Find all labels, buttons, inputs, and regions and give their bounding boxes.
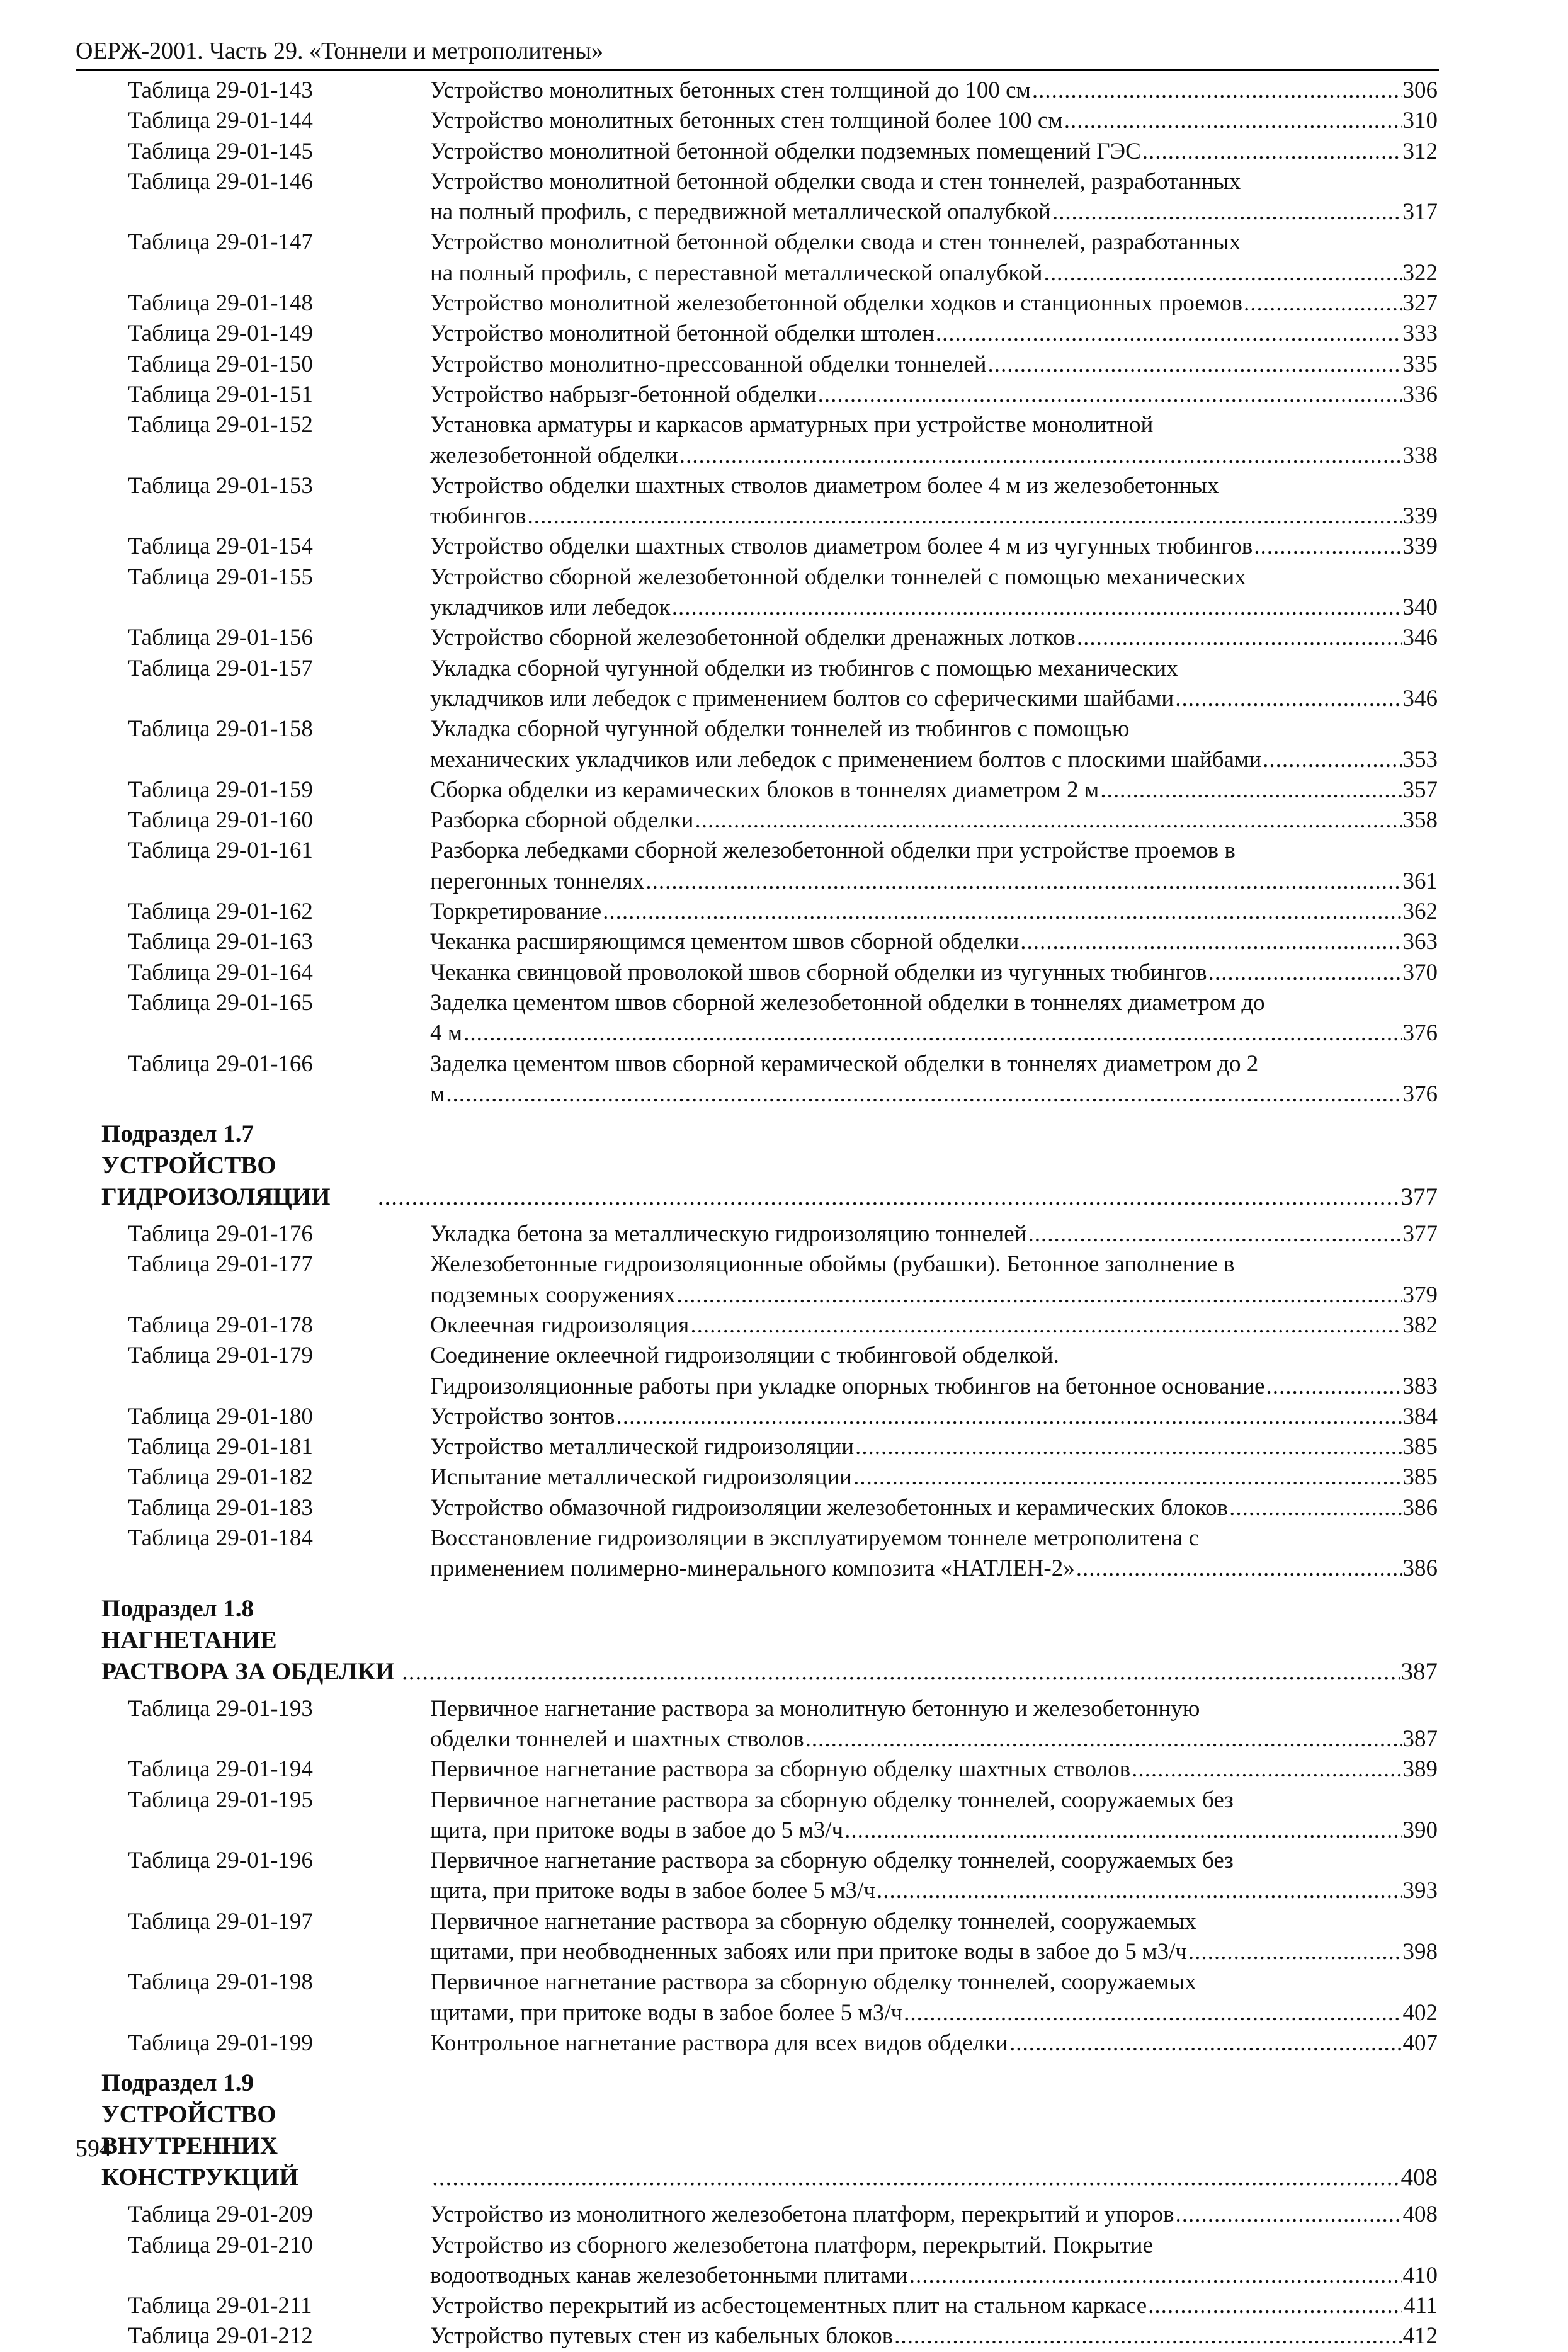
title-line: Устройство обделки шахтных стволов диаметром более 4 м из железобетонных (430, 472, 1219, 499)
page-ref: 382 (1402, 1312, 1438, 1338)
entry-title (430, 988, 1438, 1049)
entry-title (430, 927, 1438, 957)
dot-leader (672, 593, 1402, 623)
title-line: Укладка сборной чугунной обделки тоннелей из тюбингов с помощью (430, 716, 1130, 742)
toc-entry[interactable] (128, 714, 1438, 775)
page-ref: 317 (1402, 199, 1438, 225)
entry-title (430, 167, 1438, 228)
page-ref: 338 (1402, 442, 1438, 469)
toc-entry[interactable] (128, 1754, 1438, 1785)
entry-title (430, 76, 1438, 106)
entry-title (430, 2291, 1438, 2321)
toc-entry[interactable] (128, 1907, 1438, 1968)
toc-entry[interactable] (128, 1432, 1438, 1462)
table-code: Таблица 29-01-183 (128, 1494, 313, 1521)
page-ref: 370 (1402, 959, 1438, 986)
title-line: на полный профиль, с переставной металлической опалубкой (430, 259, 1043, 286)
title-line: укладчиков или лебедок (430, 594, 671, 621)
title-line: Чеканка свинцовой проволокой швов сборной обделки из чугунных тюбингов (430, 959, 1207, 986)
title-line: щитами, при необводненных забоях или при притоке воды в забое до 5 м3/ч (430, 1939, 1187, 1965)
dot-leader (1188, 1937, 1402, 1967)
dot-leader (1052, 197, 1402, 227)
title-line: Устройство набрызг-бетонной обделки (430, 381, 817, 407)
section-title: Подраздел 1.7 УСТРОЙСТВО ГИДРОИЗОЛЯЦИИ (101, 1120, 331, 1211)
table-code: Таблица 29-01-166 (128, 1050, 313, 1077)
page-ref: 312 (1402, 138, 1438, 164)
section-page-ref: 408 (1400, 2164, 1438, 2191)
section-page-ref: 387 (1400, 1657, 1438, 1685)
toc-entry[interactable] (128, 106, 1438, 136)
dot-leader (690, 1310, 1401, 1341)
table-code: Таблица 29-01-153 (128, 472, 313, 499)
entry-title (430, 562, 1438, 623)
title-line: Устройство монолитной бетонной обделки штолен (430, 321, 935, 347)
toc-entry[interactable] (128, 76, 1438, 106)
table-code: Таблица 29-01-180 (128, 1403, 313, 1429)
page-ref: 412 (1402, 2323, 1438, 2349)
toc-entry[interactable] (128, 288, 1438, 319)
toc-entry[interactable] (128, 1785, 1438, 1846)
toc-entry[interactable] (128, 227, 1438, 288)
dot-leader (463, 1018, 1401, 1048)
title-line: щита, при притоке воды в забое до 5 м3/ч (430, 1817, 844, 1843)
entry-title (430, 2200, 1438, 2230)
table-code: Таблица 29-01-150 (128, 351, 313, 377)
table-code: Таблица 29-01-197 (128, 1908, 313, 1934)
table-code: Таблица 29-01-194 (128, 1756, 313, 1783)
entry-title (430, 1310, 1438, 1341)
table-code: Таблица 29-01-156 (128, 625, 313, 651)
title-line: Установка арматуры и каркасов арматурных при устройстве монолитной (430, 412, 1154, 438)
toc-entry[interactable] (128, 137, 1438, 167)
entry-title (430, 227, 1438, 288)
title-line: железобетонной обделки (430, 442, 678, 469)
dot-leader (844, 1815, 1401, 1846)
title-line: Устройство перекрытий из асбестоцементных плит на стальном каркасе (430, 2293, 1147, 2319)
toc-section-heading[interactable] (101, 1118, 1438, 1213)
title-line: Железобетонные гидроизоляционные обоймы (рубашки). Бетонное заполнение в (430, 1251, 1235, 1278)
title-line: Первичное нагнетание раствора за сборную обделку тоннелей, сооружаемых без (430, 1848, 1234, 1874)
dot-leader (877, 1876, 1402, 1906)
dot-leader (446, 1079, 1401, 1110)
table-code: Таблица 29-01-182 (128, 1464, 313, 1491)
dot-leader (1077, 623, 1402, 653)
page-ref: 327 (1402, 290, 1438, 317)
page-ref: 398 (1402, 1939, 1438, 1965)
toc-entry[interactable] (128, 958, 1438, 988)
entry-title (430, 1219, 1438, 1249)
title-line: Устройство металлической гидроизоляции (430, 1434, 855, 1460)
toc-entry[interactable] (128, 1967, 1438, 2028)
dot-leader (1229, 1493, 1401, 1523)
title-line: Устройство из сборного железобетона платформ, перекрытий. Покрытие (430, 2232, 1153, 2258)
dot-leader (855, 1432, 1401, 1462)
toc-entry[interactable] (128, 654, 1438, 715)
dot-leader (805, 1724, 1402, 1754)
toc-entry[interactable] (128, 2230, 1438, 2292)
dot-leader (936, 319, 1402, 349)
table-code: Таблица 29-01-199 (128, 2030, 313, 2056)
table-code: Таблица 29-01-155 (128, 564, 313, 590)
page-ref: 393 (1402, 1878, 1438, 1904)
page-ref: 402 (1402, 1999, 1438, 2026)
page-ref: 336 (1402, 381, 1438, 407)
toc-entry[interactable] (128, 1341, 1438, 1402)
dot-leader (695, 805, 1401, 836)
dot-leader (1142, 137, 1402, 167)
title-line: Устройство сборной железобетонной обделки тоннелей с помощью механических (430, 564, 1246, 590)
page-ref: 339 (1402, 503, 1438, 530)
dot-leader (603, 897, 1401, 927)
toc-entry[interactable] (128, 988, 1438, 1049)
table-code: Таблица 29-01-198 (128, 1969, 313, 1996)
entry-title (430, 1785, 1438, 1846)
title-line: Устройство из монолитного железобетона платформ, перекрытий и упоров (430, 2201, 1174, 2228)
page-ref: 386 (1402, 1555, 1438, 1582)
table-code: Таблица 29-01-146 (128, 168, 313, 195)
table-code: Таблица 29-01-193 (128, 1695, 313, 1722)
page-ref: 410 (1402, 2262, 1438, 2288)
entry-title (430, 1754, 1438, 1785)
toc-entry[interactable] (128, 380, 1438, 410)
title-line: Заделка цементом швов сборной керамической обделки в тоннелях диаметром до 2 (430, 1050, 1259, 1077)
table-code: Таблица 29-01-212 (128, 2323, 313, 2349)
table-code: Таблица 29-01-145 (128, 138, 313, 164)
table-code: Таблица 29-01-209 (128, 2201, 313, 2228)
table-code: Таблица 29-01-184 (128, 1525, 313, 1552)
dot-leader (1064, 106, 1402, 136)
title-line: обделки тоннелей и шахтных стволов (430, 1725, 804, 1752)
table-code: Таблица 29-01-148 (128, 290, 313, 317)
title-line: тюбингов (430, 503, 526, 530)
table-code: Таблица 29-01-143 (128, 77, 313, 103)
dot-leader (1009, 2028, 1402, 2059)
dot-leader (378, 1181, 1400, 1213)
table-code: Таблица 29-01-144 (128, 108, 313, 134)
toc-entry[interactable] (128, 927, 1438, 957)
toc-section-heading[interactable] (101, 2067, 1438, 2193)
title-line: водоотводных канав железобетонными плитами (430, 2262, 908, 2288)
dot-leader (1044, 258, 1402, 288)
page-ref: 310 (1402, 108, 1438, 134)
title-line: Первичное нагнетание раствора за сборную обделку тоннелей, сооружаемых (430, 1908, 1196, 1934)
title-line: Гидроизоляционные работы при укладке опорных тюбингов на бетонное основание (430, 1373, 1265, 1399)
page-ref: 411 (1403, 2293, 1438, 2319)
title-line: Устройство обделки шахтных стволов диаметром более 4 м из чугунных тюбингов (430, 533, 1253, 560)
entry-title (430, 623, 1438, 653)
entry-title (430, 1341, 1438, 1402)
title-line: Контрольное нагнетание раствора для всех видов обделки (430, 2030, 1008, 2056)
title-line: Устройство монолитной бетонной обделки подземных помещений ГЭС (430, 138, 1141, 164)
dot-leader (1028, 1219, 1401, 1249)
title-line: Первичное нагнетание раствора за сборную обделку шахтных стволов (430, 1756, 1131, 1783)
title-line: Сборка обделки из керамических блоков в тоннелях диаметром 2 м (430, 776, 1099, 803)
table-code: Таблица 29-01-147 (128, 229, 313, 256)
title-line: 4 м (430, 1020, 463, 1047)
dot-leader (909, 2261, 1402, 2291)
dot-leader (1175, 684, 1401, 714)
entry-title (430, 288, 1438, 319)
table-code: Таблица 29-01-179 (128, 1343, 313, 1369)
dot-leader (432, 2162, 1399, 2193)
toc-entry[interactable] (128, 2200, 1438, 2230)
dot-leader (1076, 1554, 1402, 1584)
entry-title (430, 714, 1438, 775)
dot-leader (1132, 1754, 1401, 1785)
toc-entry[interactable] (128, 1846, 1438, 1907)
toc-entry[interactable] (128, 897, 1438, 927)
entry-title (430, 1523, 1438, 1584)
table-code: Таблица 29-01-195 (128, 1787, 313, 1813)
page-ref: 376 (1402, 1020, 1438, 1047)
table-code: Таблица 29-01-160 (128, 807, 313, 834)
page-number: 594 (76, 2135, 111, 2162)
title-line: Испытание металлической гидроизоляции (430, 1464, 852, 1491)
entry-title (430, 1907, 1438, 1968)
page-ref: 358 (1402, 807, 1438, 834)
dot-leader (988, 349, 1402, 380)
entry-title (430, 1432, 1438, 1462)
table-code: Таблица 29-01-162 (128, 899, 313, 925)
toc-entry[interactable] (128, 775, 1438, 805)
title-line: Устройство зонтов (430, 1403, 615, 1429)
entry-title (430, 805, 1438, 836)
page-ref: 340 (1402, 594, 1438, 621)
toc-entry[interactable] (128, 1402, 1438, 1432)
dot-leader (1254, 531, 1401, 562)
entry-title (430, 531, 1438, 562)
toc-entry[interactable] (128, 2028, 1438, 2059)
dot-leader (1032, 76, 1402, 106)
toc-entry[interactable] (128, 1049, 1438, 1110)
title-line: Устройство монолитно-прессованной обделки тоннелей (430, 351, 987, 377)
dot-leader (904, 1998, 1401, 2028)
table-code: Таблица 29-01-149 (128, 321, 313, 347)
dot-leader (1100, 775, 1401, 805)
page-ref: 387 (1402, 1725, 1438, 1752)
page-ref: 346 (1402, 685, 1438, 712)
table-code: Таблица 29-01-151 (128, 381, 313, 407)
page-ref: 361 (1402, 868, 1438, 894)
title-line: Укладка бетона за металлическую гидроизоляцию тоннелей (430, 1221, 1027, 1247)
table-code: Таблица 29-01-176 (128, 1221, 313, 1247)
page-ref: 389 (1402, 1756, 1438, 1783)
title-line: Устройство монолитной бетонной обделки свода и стен тоннелей, разработанных (430, 229, 1241, 256)
running-header: ОЕРЖ-2001. Часть 29. «Тоннели и метрополитены» (76, 37, 1439, 71)
title-line: перегонных тоннелях (430, 868, 645, 894)
entry-title (430, 1462, 1438, 1492)
page-ref: 386 (1402, 1494, 1438, 1521)
entry-title (430, 471, 1438, 532)
entry-title (430, 1967, 1438, 2028)
page-ref: 346 (1402, 625, 1438, 651)
page-ref: 306 (1402, 77, 1438, 103)
page-ref: 339 (1402, 533, 1438, 560)
table-code: Таблица 29-01-163 (128, 929, 313, 955)
title-line: Восстановление гидроизоляции в эксплуатируемом тоннеле метрополитена с (430, 1525, 1200, 1552)
dot-leader (818, 380, 1402, 410)
toc-entry[interactable] (128, 1462, 1438, 1492)
entry-title (430, 2028, 1438, 2059)
entry-title (430, 836, 1438, 897)
table-code: Таблица 29-01-196 (128, 1848, 313, 1874)
entry-title (430, 775, 1438, 805)
page-ref: 385 (1402, 1464, 1438, 1491)
entry-title (430, 1402, 1438, 1432)
toc-entry[interactable] (128, 2321, 1438, 2351)
toc-entry[interactable] (128, 349, 1438, 380)
table-code: Таблица 29-01-164 (128, 959, 313, 986)
table-code: Таблица 29-01-211 (128, 2293, 312, 2319)
title-line: Первичное нагнетание раствора за монолитную бетонную и железобетонную (430, 1695, 1200, 1722)
page-ref: 353 (1402, 746, 1438, 773)
title-line: подземных сооружениях (430, 1281, 676, 1308)
toc-entry[interactable] (128, 2291, 1438, 2321)
title-line: щита, при притоке воды в забое более 5 м3/ч (430, 1878, 875, 1904)
dot-leader (1148, 2291, 1402, 2321)
title-line: Устройство монолитных бетонных стен толщиной до 100 см (430, 77, 1031, 103)
page-ref: 376 (1402, 1081, 1438, 1107)
title-line: Первичное нагнетание раствора за сборную обделку тоннелей, сооружаемых (430, 1969, 1196, 1996)
toc-entry[interactable] (128, 1523, 1438, 1584)
toc-entry[interactable] (128, 531, 1438, 562)
page-ref: 383 (1402, 1373, 1438, 1399)
table-code: Таблица 29-01-210 (128, 2232, 313, 2258)
dot-leader (527, 501, 1401, 531)
title-line: Устройство путевых стен из кабельных блоков (430, 2323, 894, 2349)
title-line: Устройство сборной железобетонной обделки дренажных лотков (430, 625, 1076, 651)
title-line: м (430, 1081, 445, 1107)
table-code: Таблица 29-01-181 (128, 1434, 313, 1460)
title-line: Устройство монолитных бетонных стен толщиной более 100 см (430, 108, 1063, 134)
page-ref: 385 (1402, 1434, 1438, 1460)
entry-title (430, 1493, 1438, 1523)
table-code: Таблица 29-01-165 (128, 989, 313, 1016)
page-ref: 408 (1402, 2201, 1438, 2228)
entry-title (430, 2321, 1438, 2351)
page-ref: 357 (1402, 776, 1438, 803)
dot-leader (1020, 927, 1401, 957)
entry-title (430, 319, 1438, 349)
toc-entry[interactable] (128, 410, 1438, 471)
entry-title (430, 654, 1438, 715)
toc-entry[interactable] (128, 562, 1438, 623)
table-code: Таблица 29-01-154 (128, 533, 313, 560)
page-ref: 384 (1402, 1403, 1438, 1429)
dot-leader (894, 2321, 1401, 2351)
dot-leader (679, 441, 1402, 471)
toc-section-heading[interactable] (101, 1593, 1438, 1688)
toc-entry[interactable] (128, 1694, 1438, 1755)
table-code: Таблица 29-01-158 (128, 716, 313, 742)
title-line: щитами, при притоке воды в забое более 5 м3/ч (430, 1999, 903, 2026)
entry-title (430, 1249, 1438, 1310)
page-ref: 333 (1402, 321, 1438, 347)
entry-title (430, 137, 1438, 167)
title-line: Чеканка расширяющимся цементом швов сборной обделки (430, 929, 1020, 955)
title-line: Укладка сборной чугунной обделки из тюбингов с помощью механических (430, 655, 1178, 681)
entry-title (430, 2230, 1438, 2292)
toc-entry[interactable] (128, 1493, 1438, 1523)
dot-leader (676, 1280, 1401, 1310)
title-line: применением полимерно-минерального композита «НАТЛЕН-2» (430, 1555, 1075, 1582)
dot-leader (616, 1402, 1402, 1432)
title-line: укладчиков или лебедок с применением болтов со сферическими шайбами (430, 685, 1174, 712)
entry-title (430, 106, 1438, 136)
dot-leader (645, 866, 1401, 897)
entry-title (430, 1049, 1438, 1110)
section-title: Подраздел 1.9 УСТРОЙСТВО ВНУТРЕННИХ КОНСТРУКЦИЙ (101, 2069, 298, 2191)
page-ref: 390 (1402, 1817, 1438, 1843)
title-line: Устройство монолитной бетонной обделки свода и стен тоннелей, разработанных (430, 168, 1241, 195)
section-page-ref: 377 (1400, 1183, 1438, 1211)
table-code: Таблица 29-01-159 (128, 776, 313, 803)
table-code: Таблица 29-01-161 (128, 838, 313, 864)
entry-title (430, 897, 1438, 927)
title-line: Устройство обмазочной гидроизоляции железобетонных и керамических блоков (430, 1494, 1229, 1521)
dot-leader (1244, 288, 1402, 319)
toc-entry[interactable] (128, 1219, 1438, 1249)
dot-leader (1266, 1372, 1401, 1402)
title-line: Разборка лебедками сборной железобетонной обделки при устройстве проемов в (430, 838, 1236, 864)
entry-title (430, 410, 1438, 471)
entry-title (430, 958, 1438, 988)
toc-entry[interactable] (128, 1249, 1438, 1310)
dot-leader (853, 1462, 1402, 1492)
toc-entry[interactable] (128, 805, 1438, 836)
dot-leader (402, 1656, 1399, 1688)
entry-title (430, 380, 1438, 410)
table-of-contents (101, 76, 1438, 2352)
title-line: на полный профиль, с передвижной металлической опалубкой (430, 199, 1051, 225)
dot-leader (1176, 2200, 1402, 2230)
title-line: механических укладчиков или лебедок с применением болтов с плоскими шайбами (430, 746, 1262, 773)
entry-title (430, 1694, 1438, 1755)
entry-title (430, 1846, 1438, 1907)
toc-entry[interactable] (128, 836, 1438, 897)
page-ref: 363 (1402, 929, 1438, 955)
table-code: Таблица 29-01-157 (128, 655, 313, 681)
dot-leader (1208, 958, 1402, 988)
section-title: Подраздел 1.8 НАГНЕТАНИЕ РАСТВОРА ЗА ОБДЕЛКИ (101, 1594, 395, 1685)
toc-entry[interactable] (128, 1310, 1438, 1341)
page-ref: 379 (1402, 1281, 1438, 1308)
table-code: Таблица 29-01-178 (128, 1312, 313, 1338)
toc-entry[interactable] (128, 471, 1438, 532)
table-code: Таблица 29-01-177 (128, 1251, 313, 1278)
title-line: Разборка сборной обделки (430, 807, 694, 834)
dot-leader (1263, 745, 1401, 775)
title-line: Торкретирование (430, 899, 602, 925)
title-line: Заделка цементом швов сборной железобетонной обделки в тоннелях диаметром до (430, 989, 1265, 1016)
title-line: Оклеечная гидроизоляция (430, 1312, 690, 1338)
toc-entry[interactable] (128, 167, 1438, 228)
title-line: Соединение оклеечной гидроизоляции с тюбинговой обделкой. (430, 1343, 1059, 1369)
page-ref: 322 (1402, 259, 1438, 286)
page-ref: 377 (1402, 1221, 1438, 1247)
title-line: Первичное нагнетание раствора за сборную обделку тоннелей, сооружаемых без (430, 1787, 1234, 1813)
page-ref: 407 (1402, 2030, 1438, 2056)
toc-entry[interactable] (128, 319, 1438, 349)
toc-entry[interactable] (128, 623, 1438, 653)
table-code: Таблица 29-01-152 (128, 412, 313, 438)
entry-title (430, 349, 1438, 380)
page-ref: 335 (1402, 351, 1438, 377)
title-line: Устройство монолитной железобетонной обделки ходков и станционных проемов (430, 290, 1242, 317)
page-ref: 362 (1402, 899, 1438, 925)
